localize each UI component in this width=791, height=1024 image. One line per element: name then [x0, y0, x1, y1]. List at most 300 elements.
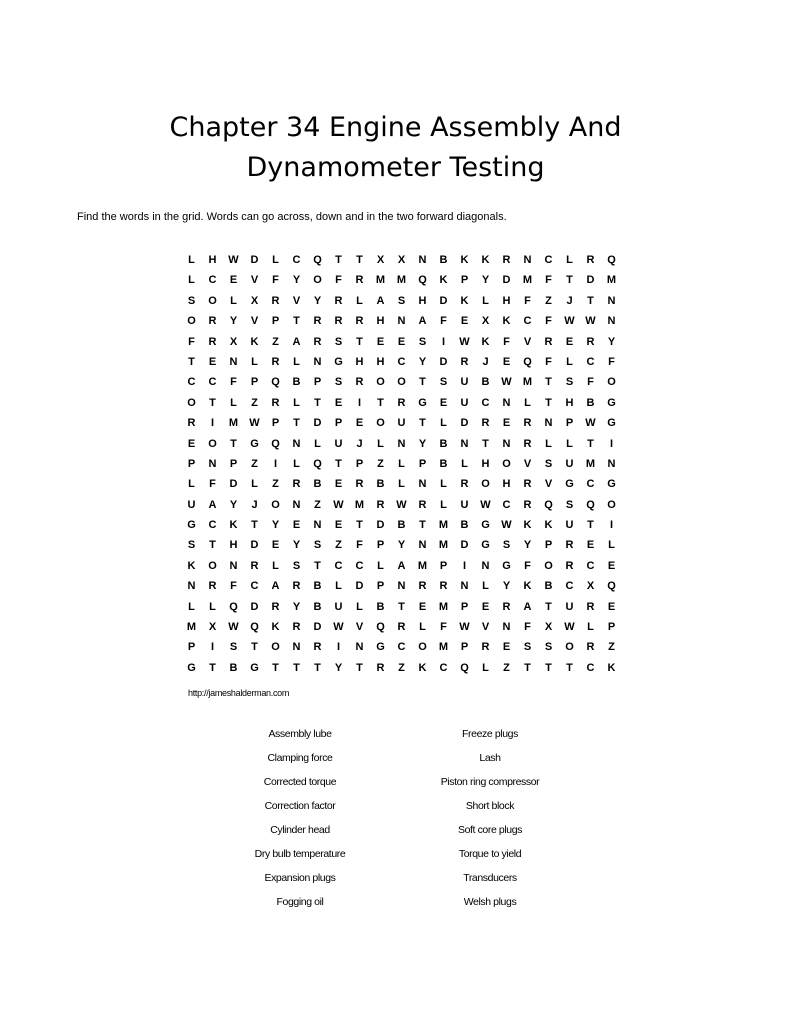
grid-letter: R [313, 315, 322, 328]
grid-letter: F [209, 478, 216, 491]
grid-letter: Q [250, 621, 259, 634]
grid-letter: E [271, 539, 280, 552]
grid-letter: G [481, 519, 490, 532]
grid-letter: C [208, 274, 217, 287]
grid-letter: C [397, 641, 406, 654]
grid-row [181, 454, 622, 474]
grid-letter: S [544, 641, 553, 654]
grid-letter: P [187, 641, 196, 654]
grid-letter: L [524, 396, 531, 409]
grid-letter: V [523, 457, 532, 470]
grid-letter: J [356, 437, 363, 450]
grid-letter: S [187, 539, 196, 552]
grid-letter: N [208, 457, 217, 470]
grid-letter: G [250, 437, 259, 450]
grid-letter: Q [544, 498, 553, 511]
grid-row [181, 393, 622, 413]
grid-letter: W [585, 315, 596, 328]
grid-letter: D [355, 580, 364, 593]
grid-letter: P [376, 539, 385, 552]
grid-letter: T [314, 396, 321, 409]
grid-letter: P [418, 457, 427, 470]
grid-letter: T [209, 539, 216, 552]
grid-letter: L [188, 600, 195, 613]
grid-letter: M [438, 539, 449, 552]
grid-letter: E [502, 641, 511, 654]
grid-letter: H [355, 355, 364, 368]
grid-letter: L [419, 621, 426, 634]
grid-letter: Y [292, 539, 301, 552]
grid-letter: F [545, 315, 552, 328]
grid-letter: K [523, 519, 532, 532]
grid-letter: P [229, 457, 238, 470]
grid-letter: T [356, 661, 363, 674]
grid-letter: T [398, 600, 405, 613]
grid-letter: R [355, 376, 364, 389]
grid-letter: C [334, 559, 343, 572]
grid-row [181, 250, 622, 270]
grid-letter: V [250, 315, 259, 328]
grid-row [181, 637, 622, 657]
grid-letter: I [336, 641, 341, 654]
grid-letter: T [293, 661, 300, 674]
grid-letter: C [208, 376, 217, 389]
grid-letter: O [376, 376, 385, 389]
grid-letter: R [418, 498, 427, 511]
grid-letter: R [565, 559, 574, 572]
grid-letter: W [228, 621, 239, 634]
grid-letter: N [397, 315, 406, 328]
grid-letter: K [418, 661, 427, 674]
grid-letter: T [419, 376, 426, 389]
grid-letter: E [586, 539, 595, 552]
grid-letter: Z [251, 457, 258, 470]
grid-letter: Q [523, 355, 532, 368]
grid-letter: H [502, 478, 511, 491]
grid-letter: Q [271, 437, 280, 450]
grid-letter: R [544, 335, 553, 348]
grid-letter: F [524, 294, 531, 307]
grid-letter: C [439, 661, 448, 674]
grid-letter: C [523, 315, 532, 328]
grid-letter: F [188, 335, 195, 348]
grid-letter: R [292, 621, 301, 634]
grid-letter: N [292, 498, 301, 511]
grid-letter: S [187, 294, 196, 307]
grid-letter: Y [481, 274, 490, 287]
word-list-item: Freeze plugs [462, 728, 518, 740]
grid-letter: O [544, 559, 553, 572]
grid-row [181, 291, 622, 311]
grid-letter: I [273, 457, 278, 470]
grid-letter: P [250, 376, 259, 389]
word-list-left [190, 726, 410, 918]
grid-letter: F [356, 539, 363, 552]
grid-letter: T [335, 457, 342, 470]
grid-letter: L [545, 437, 552, 450]
grid-letter: T [209, 661, 216, 674]
grid-letter: O [376, 417, 385, 430]
grid-letter: Z [377, 457, 384, 470]
grid-letter: E [565, 335, 574, 348]
grid-letter: T [377, 396, 384, 409]
grid-letter: Y [229, 315, 238, 328]
grid-letter: L [230, 294, 237, 307]
grid-letter: M [438, 600, 449, 613]
grid-letter: M [606, 274, 617, 287]
grid-letter: E [502, 417, 511, 430]
grid-letter: A [271, 580, 280, 593]
grid-letter: B [481, 376, 490, 389]
grid-letter: L [272, 559, 279, 572]
grid-letter: P [187, 457, 196, 470]
grid-letter: A [397, 559, 406, 572]
grid-letter: E [481, 600, 490, 613]
grid-letter: N [460, 437, 469, 450]
grid-letter: E [376, 335, 385, 348]
grid-letter: S [565, 376, 574, 389]
grid-letter: L [356, 600, 363, 613]
grid-letter: S [439, 376, 448, 389]
grid-letter: L [314, 437, 321, 450]
grid-letter: R [376, 661, 385, 674]
grid-letter: O [187, 396, 196, 409]
grid-letter: M [375, 274, 386, 287]
grid-letter: R [271, 396, 280, 409]
grid-letter: Q [607, 254, 616, 266]
word-list-item: Piston ring compressor [440, 776, 540, 788]
grid-letter: N [397, 437, 406, 450]
grid-letter: R [481, 641, 490, 654]
grid-letter: R [355, 315, 364, 328]
grid-letter: R [523, 437, 532, 450]
grid-letter: N [607, 457, 616, 470]
grid-letter: L [377, 559, 384, 572]
grid-letter: O [208, 437, 217, 450]
grid-letter: L [356, 294, 363, 307]
grid-letter: E [460, 315, 469, 328]
grid-letter: R [313, 335, 322, 348]
grid-letter: W [501, 519, 512, 532]
grid-letter: I [357, 396, 362, 409]
grid-letter: N [523, 254, 532, 266]
grid-letter: L [587, 621, 594, 634]
grid-letter: H [229, 539, 238, 552]
grid-letter: X [229, 335, 238, 348]
grid-letter: W [228, 254, 239, 266]
grid-letter: Q [229, 600, 238, 613]
grid-letter: D [376, 519, 385, 532]
grid-letter: Y [502, 580, 511, 593]
grid-letter: X [376, 254, 385, 266]
grid-row [181, 515, 622, 535]
grid-letter: H [502, 294, 511, 307]
grid-letter: U [460, 498, 469, 511]
grid-letter: Y [418, 355, 427, 368]
grid-letter: Q [271, 376, 280, 389]
grid-letter: P [607, 621, 616, 634]
word-search-grid [181, 250, 622, 678]
grid-letter: Q [586, 498, 595, 511]
grid-letter: G [502, 559, 511, 572]
grid-letter: R [334, 315, 343, 328]
word-list-item: Fogging oil [276, 896, 324, 908]
grid-letter: L [188, 478, 195, 491]
grid-letter: F [524, 559, 531, 572]
grid-letter: R [208, 580, 217, 593]
grid-letter: R [586, 600, 595, 613]
grid-letter: R [355, 274, 364, 287]
grid-letter: P [460, 274, 469, 287]
grid-letter: H [208, 254, 217, 266]
grid-letter: G [481, 539, 490, 552]
grid-letter: T [251, 519, 258, 532]
grid-letter: L [335, 580, 342, 593]
grid-letter: N [418, 539, 427, 552]
grid-letter: U [334, 600, 343, 613]
grid-letter: E [355, 417, 364, 430]
grid-letter: Z [251, 396, 258, 409]
grid-letter: R [292, 580, 301, 593]
grid-letter: W [333, 621, 344, 634]
grid-letter: W [396, 498, 407, 511]
word-list-item: Welsh plugs [463, 896, 517, 908]
grid-letter: N [418, 254, 427, 266]
grid-letter: X [481, 315, 490, 328]
grid-letter: R [586, 254, 595, 266]
grid-letter: E [229, 274, 238, 287]
word-list-item: Transducers [463, 872, 517, 884]
grid-letter: G [187, 519, 196, 532]
grid-letter: P [271, 417, 280, 430]
grid-letter: V [544, 478, 553, 491]
grid-letter: T [272, 661, 279, 674]
grid-letter: C [292, 254, 301, 266]
grid-letter: B [313, 580, 322, 593]
grid-letter: D [250, 539, 259, 552]
grid-letter: D [586, 274, 595, 287]
word-list-right [380, 726, 600, 918]
grid-letter: S [229, 641, 238, 654]
grid-letter: K [187, 559, 196, 572]
grid-letter: B [460, 519, 469, 532]
grid-letter: V [523, 335, 532, 348]
grid-letter: N [502, 621, 511, 634]
grid-letter: S [418, 335, 427, 348]
grid-letter: L [188, 254, 195, 266]
grid-letter: G [607, 417, 616, 430]
grid-letter: R [187, 417, 196, 430]
grid-letter: Y [313, 294, 322, 307]
grid-letter: N [502, 396, 511, 409]
instructions: Find the words in the grid. Words can go across, down and in the two forward diagonals. [77, 211, 507, 223]
grid-letter: R [586, 641, 595, 654]
grid-letter: O [271, 641, 280, 654]
grid-letter: L [251, 355, 258, 368]
grid-letter: U [334, 437, 343, 450]
grid-letter: R [502, 254, 511, 266]
grid-letter: S [523, 641, 532, 654]
grid-letter: D [313, 621, 322, 634]
grid-letter: B [439, 254, 448, 266]
grid-letter: A [292, 335, 301, 348]
grid-letter: F [335, 274, 342, 287]
grid-letter: D [250, 600, 259, 613]
grid-letter: N [502, 437, 511, 450]
word-list-item: Cylinder head [270, 824, 330, 836]
grid-letter: Z [545, 294, 552, 307]
grid-row [181, 434, 622, 454]
grid-letter: F [230, 376, 237, 389]
grid-letter: Q [607, 580, 616, 593]
word-list-item: Expansion plugs [264, 872, 336, 884]
grid-row [181, 556, 622, 576]
grid-letter: T [188, 355, 195, 368]
grid-letter: C [544, 254, 553, 266]
grid-letter: D [502, 274, 511, 287]
grid-letter: A [523, 600, 532, 613]
grid-letter: R [523, 417, 532, 430]
grid-letter: T [356, 519, 363, 532]
grid-letter: L [440, 498, 447, 511]
grid-letter: W [459, 621, 470, 634]
grid-letter: E [334, 478, 343, 491]
grid-letter: N [607, 315, 616, 328]
grid-letter: F [440, 315, 447, 328]
grid-letter: S [334, 376, 343, 389]
grid-letter: P [334, 417, 343, 430]
grid-letter: W [249, 417, 260, 430]
grid-letter: M [522, 274, 533, 287]
grid-letter: A [376, 294, 385, 307]
grid-letter: B [292, 376, 301, 389]
grid-row [181, 535, 622, 555]
grid-letter: N [460, 580, 469, 593]
grid-letter: T [545, 661, 552, 674]
grid-letter: O [481, 478, 490, 491]
grid-letter: A [418, 315, 427, 328]
grid-letter: P [355, 457, 364, 470]
grid-letter: L [440, 478, 447, 491]
grid-letter: Z [398, 661, 405, 674]
grid-letter: L [398, 478, 405, 491]
grid-letter: L [293, 396, 300, 409]
grid-letter: H [481, 457, 490, 470]
word-list-item: Soft core plugs [457, 824, 523, 836]
grid-letter: Y [229, 498, 238, 511]
grid-letter: G [250, 661, 259, 674]
grid-letter: Q [460, 661, 469, 674]
grid-letter: N [292, 641, 301, 654]
grid-letter: L [272, 254, 279, 266]
grid-letter: F [230, 580, 237, 593]
grid-letter: R [586, 335, 595, 348]
word-list-item: Correction factor [264, 800, 336, 812]
word-list-item: Clamping force [267, 752, 333, 764]
grid-row [181, 372, 622, 392]
grid-letter: F [608, 355, 615, 368]
grid-letter: O [397, 376, 406, 389]
grid-letter: D [439, 355, 448, 368]
grid-letter: X [250, 294, 259, 307]
grid-letter: T [314, 661, 321, 674]
grid-letter: R [502, 600, 511, 613]
grid-letter: X [586, 580, 595, 593]
grid-letter: N [313, 355, 322, 368]
grid-letter: R [208, 315, 217, 328]
grid-letter: O [607, 376, 616, 389]
grid-letter: L [293, 457, 300, 470]
grid-letter: L [293, 355, 300, 368]
grid-letter: Z [272, 335, 279, 348]
grid-letter: O [187, 315, 196, 328]
grid-letter: Y [271, 519, 280, 532]
grid-letter: K [481, 335, 490, 348]
grid-letter: O [271, 498, 280, 511]
grid-letter: F [440, 621, 447, 634]
grid-letter: R [565, 539, 574, 552]
grid-letter: F [272, 274, 279, 287]
grid-letter: W [333, 498, 344, 511]
grid-letter: R [418, 580, 427, 593]
grid-letter: R [271, 355, 280, 368]
grid-letter: R [313, 641, 322, 654]
grid-letter: N [481, 559, 490, 572]
grid-letter: N [397, 580, 406, 593]
grid-letter: O [313, 274, 322, 287]
grid-letter: C [187, 376, 196, 389]
grid-letter: L [482, 661, 489, 674]
grid-letter: O [418, 641, 427, 654]
grid-letter: M [438, 641, 449, 654]
grid-row [181, 352, 622, 372]
grid-letter: O [565, 641, 574, 654]
grid-letter: M [522, 376, 533, 389]
grid-letter: E [334, 519, 343, 532]
grid-letter: P [460, 641, 469, 654]
grid-row [181, 474, 622, 494]
grid-letter: T [230, 437, 237, 450]
grid-letter: K [460, 294, 469, 307]
grid-letter: M [417, 559, 428, 572]
grid-letter: R [397, 396, 406, 409]
grid-letter: B [229, 661, 238, 674]
grid-letter: P [313, 376, 322, 389]
grid-letter: S [292, 559, 301, 572]
grid-letter: N [355, 641, 364, 654]
grid-letter: U [460, 396, 469, 409]
grid-letter: T [482, 437, 489, 450]
grid-letter: U [187, 498, 196, 511]
grid-letter: X [208, 621, 217, 634]
grid-row [181, 617, 622, 637]
grid-letter: V [292, 294, 301, 307]
grid-letter: C [586, 478, 595, 491]
grid-letter: J [482, 355, 489, 368]
grid-letter: I [609, 519, 614, 532]
grid-letter: U [565, 519, 574, 532]
grid-letter: R [397, 621, 406, 634]
grid-letter: Y [607, 335, 616, 348]
grid-letter: Q [418, 274, 427, 287]
grid-letter: U [397, 417, 406, 430]
grid-letter: U [565, 600, 574, 613]
grid-letter: R [481, 417, 490, 430]
grid-letter: U [460, 376, 469, 389]
grid-letter: E [418, 600, 427, 613]
grid-letter: K [229, 519, 238, 532]
grid-letter: T [251, 641, 258, 654]
